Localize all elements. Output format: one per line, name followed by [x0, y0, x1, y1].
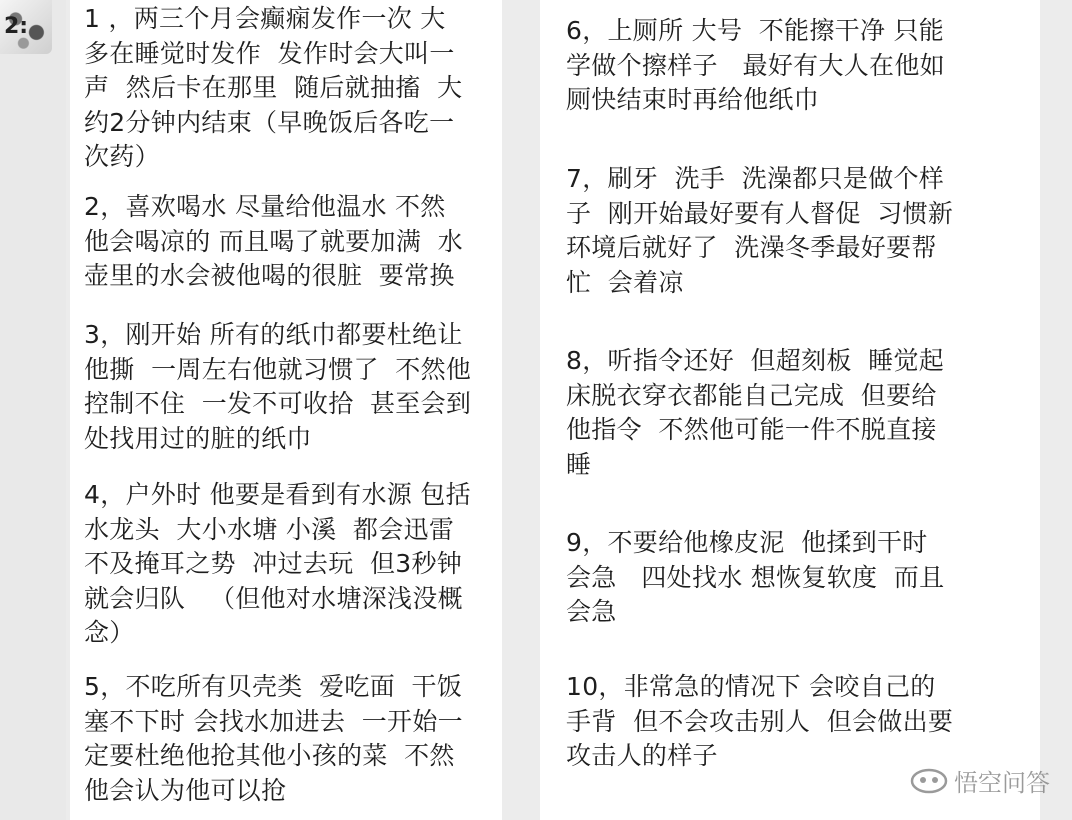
list-item: 5，不吃所有贝壳类 爱吃面 干饭 塞不下时 会找水加进去 一开始一 定要杜绝他抢其他小孩的菜 不然 他会认为他可以抢 — [84, 672, 463, 805]
message-card-right — [540, 0, 1040, 820]
list-item: 2，喜欢喝水 尽量给他温水 不然 他会喝凉的 而且喝了就要加满 水 壶里的水会被他喝的很脏 要常换 — [84, 192, 463, 290]
list-item: 8，听指令还好 但超刻板 睡觉起 床脱衣穿衣都能自己完成 但要给 他指令 不然他可能一件不脱直接 睡 — [566, 346, 945, 479]
wukong-logo-icon — [910, 768, 948, 794]
list-item: 4，户外时 他要是看到有水源 包括 水龙头 大小水塘 小溪 都会迅雷 不及掩耳之势 冲过去玩 但3秒钟 就会归队 （但他对水塘深浅没概 念） — [84, 480, 471, 647]
message-card-left — [70, 0, 502, 820]
avatar[interactable]: 2: — [0, 0, 52, 54]
chat-sidebar — [0, 0, 66, 820]
list-item: 6，上厕所 大号 不能擦干净 只能 学做个擦样子 最好有大人在他如 厕快结束时再给他纸巾 — [566, 16, 945, 114]
list-item: 3，刚开始 所有的纸巾都要杜绝让 他撕 一周左右他就习惯了 不然他 控制不住 一发不可收拾 甚至会到 处找用过的脏的纸巾 — [84, 320, 472, 453]
watermark — [910, 763, 1050, 798]
watermark-text: 悟空问答 — [954, 769, 1050, 797]
list-item: 9，不要给他橡皮泥 他揉到干时 会急 四处找水 想恢复软度 而且 会急 — [566, 528, 945, 626]
list-item: 1 ，两三个月会癫痫发作一次 大 多在睡觉时发作 发作时会大叫一 声 然后卡在那里 随后就抽搐 大 约2分钟内结束（早晚饭后各吃一 次药） — [84, 4, 463, 171]
list-item: 7，刷牙 洗手 洗澡都只是做个样 子 刚开始最好要有人督促 习惯新 环境后就好了 洗澡冬季最好要帮 忙 会着凉 — [566, 164, 954, 297]
list-item: 10，非常急的情况下 会咬自己的 手背 但不会攻击别人 但会做出要 攻击人的样子 — [566, 672, 954, 770]
